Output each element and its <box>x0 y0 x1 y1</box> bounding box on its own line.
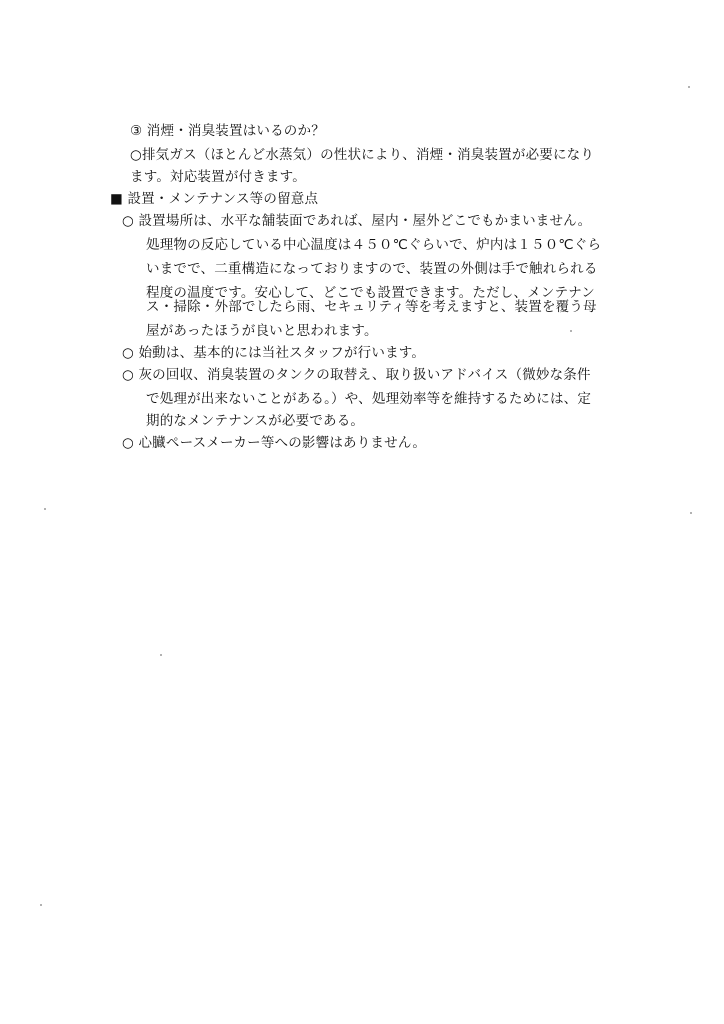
scan-speck <box>160 654 162 656</box>
item-1-line-4: 程度の温度です。安心して、どこでも設置できます。ただし、メンテナン <box>146 285 595 301</box>
item-1-line-5: ス・掃除・外部でしたら雨、セキュリティ等を考えますと、装置を覆う母 <box>146 299 597 315</box>
section-3-heading: ③ 消煙・消臭装置はいるのか？ <box>130 123 325 139</box>
item-2-line-1: ○ 始動は、基本的には当社スタッフが行います。 <box>122 345 426 361</box>
scan-speck <box>44 508 46 510</box>
scan-speck <box>40 904 42 906</box>
maintenance-heading: ■ 設置・メンテナンス等の留意点 <box>110 191 319 207</box>
item-1-line-1: ○ 設置場所は、水平な舗装面であれば、屋内・屋外どこでもかまいません。 <box>122 213 592 229</box>
item-3-line-3: 期的なメンテナンスが必要である。 <box>146 413 365 429</box>
item-1-line-3: いまでで、二重構造になっておりますので、装置の外側は手で触れられる <box>146 261 598 277</box>
section-3-text-line-2: ます。対応装置が付きます。 <box>130 169 306 185</box>
item-3-line-1: ○ 灰の回収、消臭装置のタンクの取替え、取り扱いアドバイス（微妙な条件 <box>122 367 591 383</box>
scan-speck <box>570 330 572 332</box>
item-3-line-2: で処理が出来ないことがある。）や、処理効率等を維持するためには、定 <box>146 391 592 407</box>
item-1-line-2: 処理物の反応している中心温度は４５０℃ぐらいで、炉内は１５０℃ぐら <box>146 237 602 253</box>
scan-speck <box>690 512 692 514</box>
scan-speck <box>688 86 690 88</box>
item-1-line-6: 屋があったほうが良いと思われます。 <box>146 323 378 339</box>
item-4-line-1: ○ 心臓ペースメーカー等への影響はありません。 <box>122 435 427 451</box>
section-3-text-line-1: ○排気ガス（ほとんど水蒸気）の性状により、消煙・消臭装置が必要になり <box>130 147 595 163</box>
